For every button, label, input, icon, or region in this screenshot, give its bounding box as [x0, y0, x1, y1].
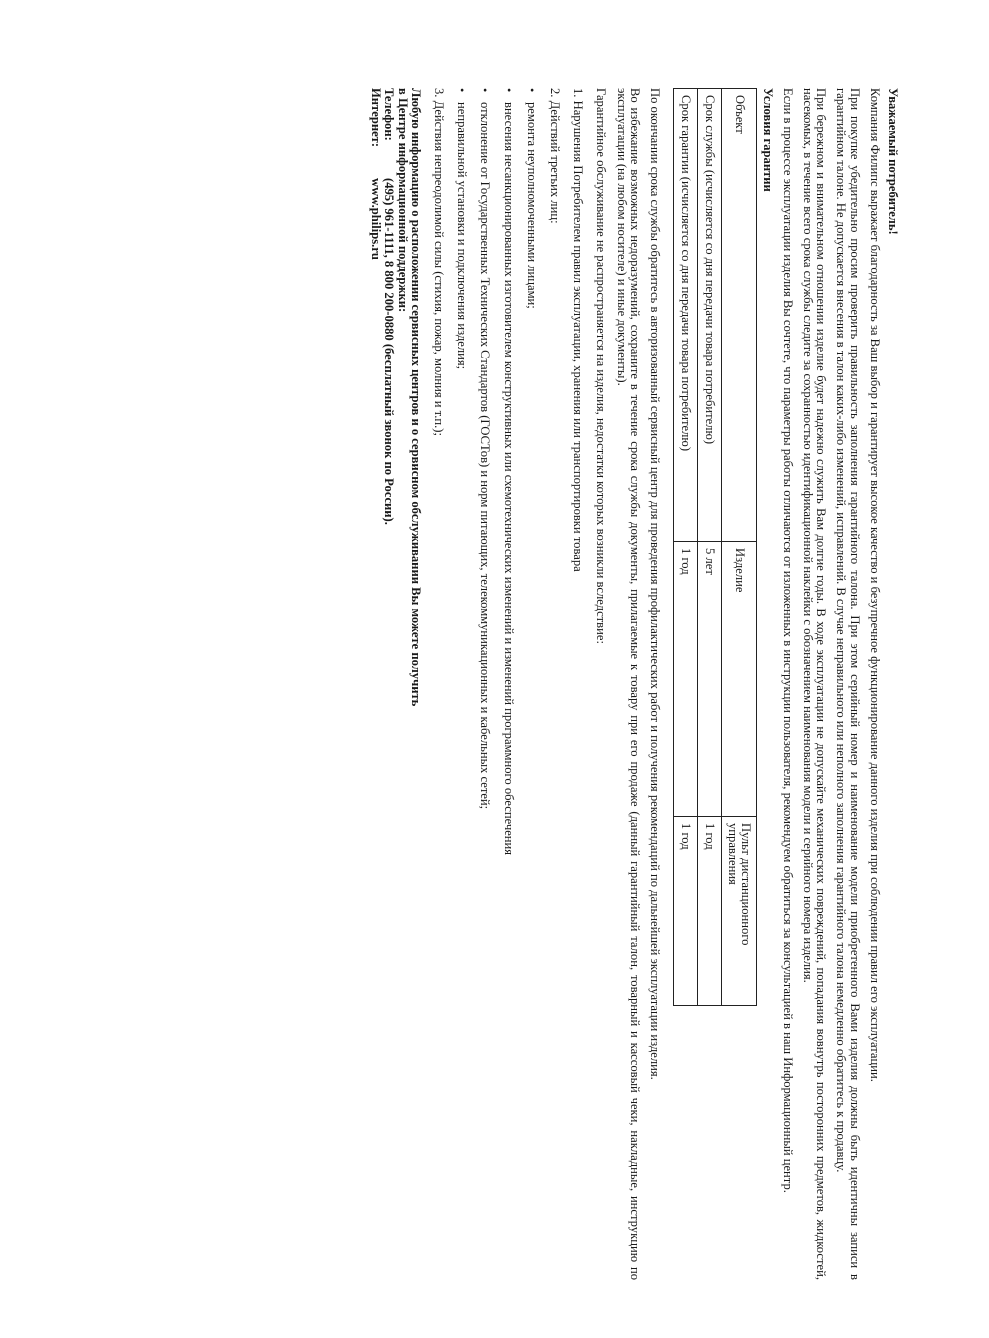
- website-link[interactable]: www.philips.ru: [369, 178, 384, 260]
- check-coupon-paragraph: При покупке убедительно просим проверить правильность заполнения гарантийного талона. При этом серийный номер и наименование модели приобретенного Вами изделия должны быть идентичны записи в гарантийном талоне. Не допускается внесения в талон каких-либо изменений, исправлений. В случае неправильного или неполного заполнения гарантийного талона немедленно обратитесь к продавцу.: [834, 88, 862, 1280]
- phone-row: [382, 88, 395, 1280]
- table-header-cell: Пульт дистанционного управления: [721, 817, 756, 1006]
- third-party-list: [455, 88, 538, 1280]
- table-row: [673, 89, 697, 1006]
- internet-row: [369, 88, 382, 1280]
- cause-item-1: 1. Нарушения Потребителем правил эксплуатации, хранения или транспортировки товара: [571, 88, 586, 572]
- consultation-paragraph: Если в процессе эксплуатации изделия Вы сочтете, что параметры работы отличаются от изложенных в инструкции пользователя, рекомендуем обратиться за консультацией в наш Информационный центр.: [780, 88, 795, 1193]
- contact-block: [369, 88, 422, 1280]
- table-header-cell: Объект: [721, 89, 756, 542]
- table-cell: Срок гарантии (исчисляется со дня передачи товара потребителю): [673, 89, 697, 542]
- cause-item-2: 2. Действий третьих лиц:: [547, 88, 562, 224]
- table-cell: 5 лет: [697, 542, 721, 817]
- table-cell: 1 год: [673, 817, 697, 1006]
- internet-label: Интернет:: [369, 88, 384, 148]
- table-header-cell: Изделие: [721, 542, 756, 817]
- list-item: • отклонение от Государственных Технических Стандартов (ГОСТов) и норм питающих, телекоммуникационных и кабельных сетей;: [478, 88, 493, 810]
- table-header-row: [721, 89, 756, 1006]
- table-cell: Срок службы (исчисляется со дня передачи товара потребителю): [697, 89, 721, 542]
- service-life-paragraph: По окончании срока службы обратитесь в авторизованный сервисный центр для проведения профилактических работ и получения рекомендаций по дальнейшей эксплуатации изделия.: [647, 88, 662, 1080]
- cause-item-3: 3. Действия непреодолимой силы (стихия, пожар, молния и т.п.);: [431, 88, 446, 436]
- bullet-icon: •: [478, 88, 493, 93]
- table-cell: 1 год: [673, 542, 697, 817]
- contact-intro: Любую информацию о расположении сервисных центров и о сервисном обслуживании Вы можете получить: [408, 88, 423, 707]
- greeting-heading: Уважаемый потребитель!: [886, 88, 900, 235]
- care-paragraph: При бережном и внимательном отношении изделие будет надежно служить Вам долгие годы. В ходе эксплуатации не допускайте механических повреждений, попадания вовнутрь посторонних предметов, жидкостей, насекомых, в течение всего срока службы следите за сохранностью идентификационной наклейки с обозначением наименования модели и серийного номера изделия.: [800, 88, 829, 1280]
- phone-label: Телефон:: [382, 88, 397, 141]
- warranty-document: [369, 88, 899, 1280]
- warranty-terms-title: Условия гарантии: [760, 88, 775, 192]
- list-item: • неправильной установки и подключения изделия;: [455, 88, 470, 370]
- table-cell: 1 год: [697, 817, 721, 1006]
- exclusions-paragraph: Гарантийное обслуживание не распространяется на изделия, недостатки которых возникли вследствие:: [594, 88, 609, 644]
- bullet-icon: •: [524, 88, 539, 93]
- support-center-label: в Центре информационной поддержки:: [395, 88, 410, 313]
- bullet-icon: •: [501, 88, 516, 93]
- warranty-table: [673, 88, 757, 1006]
- keep-documents-paragraph: Во избежание возможных недоразумений, сохраните в течение срока службы документы, прилагаемые к товару при его продаже (данный гарантийный талон, товарный и кассовый чеки, накладные, инструкцию по эксплуатации (на любом носителе) и иные документы).: [614, 88, 642, 1280]
- phone-value: (495) 961-1111, 8 800 200-0880 (бесплатный звонок по России).: [382, 178, 397, 525]
- list-item: • внесения несанкционированных изготовителем конструктивных или схемотехнических изменений и изменений программного обеспечения: [501, 88, 516, 856]
- bullet-icon: •: [455, 88, 470, 93]
- table-row: [697, 89, 721, 1006]
- list-item: • ремонта неуполномоченными лицами;: [524, 88, 539, 309]
- intro-paragraph: Компания Филипс выражает благодарность за Ваш выбор и гарантирует высокое качество и безупречное функционирование данного изделия при соблюдении правил его эксплуатации.: [867, 88, 882, 1082]
